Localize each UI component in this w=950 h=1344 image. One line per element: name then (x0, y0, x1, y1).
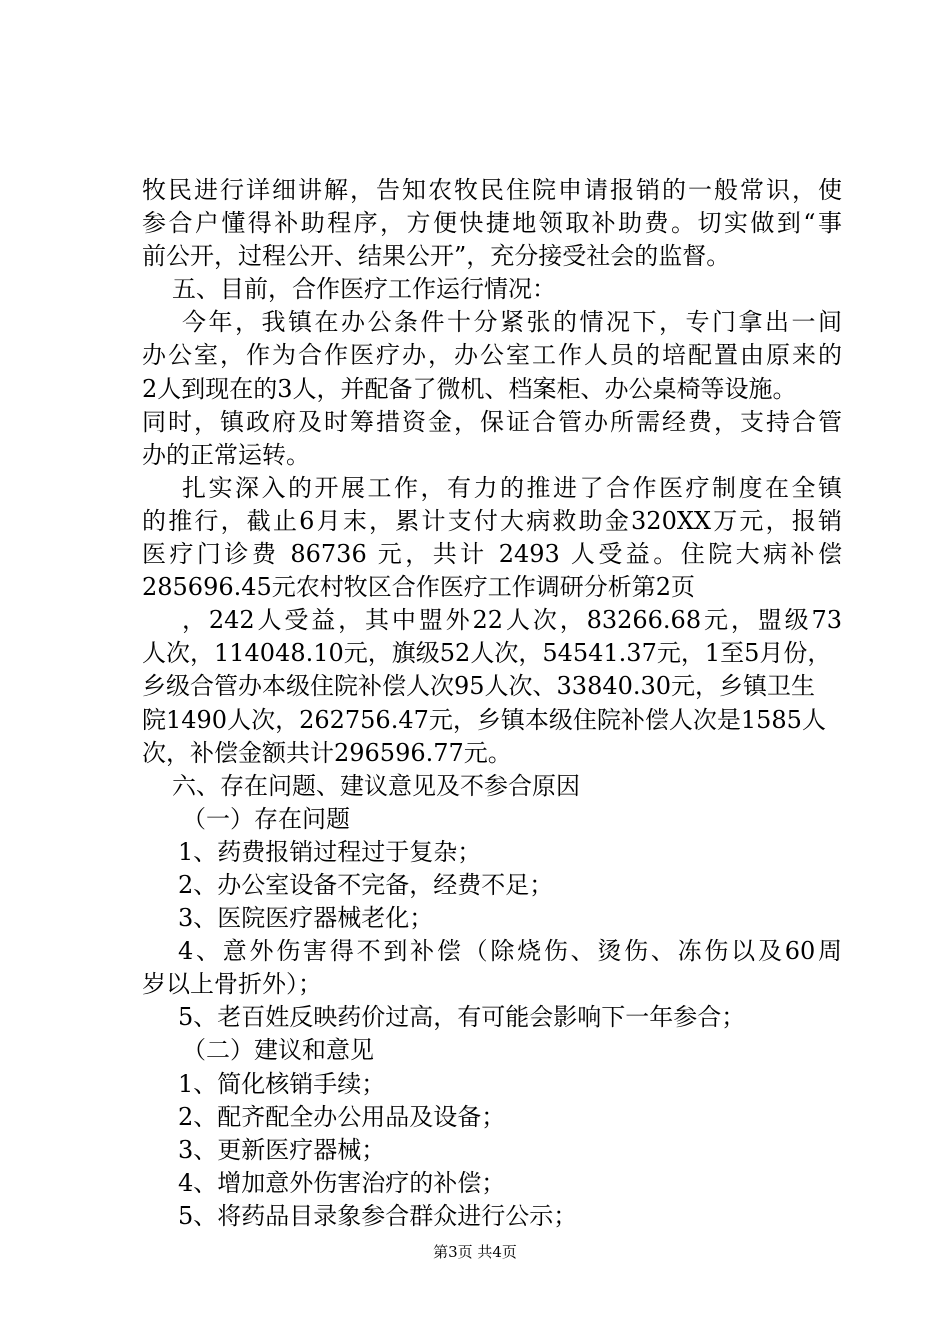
list-item: 4、增加意外伤害治疗的补偿； (178, 1168, 506, 1197)
text-line: 牧民进行详细讲解，告知农牧民住院申请报销的一般常识，使 (142, 176, 842, 204)
text-line: 参合户懂得补助程序，方便快捷地领取补助费。切实做到“事 (142, 209, 842, 238)
text-line: 前公开，过程公开、结果公开”，充分接受社会的监督。 (142, 242, 731, 271)
text-line: 扎实深入的开展工作，有力的推进了合作医疗制度在全镇 (182, 473, 842, 502)
text-line: ，242人受益，其中盟外22人次，83266.68元，盟级73 (182, 606, 842, 635)
text-line: 285696.45元农村牧区合作医疗工作调研分析第2页 (142, 573, 696, 602)
list-item: 4、意外伤害得不到补偿（除烧伤、烫伤、冻伤以及60周 (178, 937, 842, 966)
section-heading: 五、目前，合作医疗工作运行情况： (172, 275, 556, 304)
list-item: 3、医院医疗器械老化； (178, 904, 434, 933)
text-line: 医疗门诊费 86736 元，共计 2493 人受益。住院大病补偿 (142, 540, 842, 569)
list-item: 3、更新医疗器械； (178, 1135, 386, 1164)
list-item: 1、药费报销过程过于复杂； (178, 837, 482, 866)
text-line: 人次，114048.10元，旗级52人次，54541.37元，1至5月份， (142, 639, 832, 668)
list-item-continuation: 岁以上骨折外）； (142, 970, 322, 999)
text-line: 办公室，作为合作医疗办，办公室工作人员的培配置由原来的 (142, 341, 842, 370)
subsection-heading: （二）建议和意见 (182, 1036, 374, 1065)
list-item: 2、办公室设备不完备，经费不足； (178, 870, 554, 899)
list-item: 1、简化核销手续； (178, 1069, 386, 1098)
text-line: 办的正常运转。 (142, 440, 310, 469)
list-item: 5、将药品目录象参合群众进行公示； (178, 1201, 578, 1230)
text-line: 的推行，截止6月末，累计支付大病救助金320XX万元，报销 (142, 506, 842, 535)
text-line: 同时，镇政府及时筹措资金，保证合管办所需经费，支持合管 (142, 407, 842, 436)
text-line: 院1490人次，262756.47元，乡镇本级住院补偿人次是1585人 (142, 705, 826, 734)
subsection-heading: （一）存在问题 (182, 804, 350, 833)
text-line: 2人到现在的3人，并配备了微机、档案柜、办公桌椅等设施。 (142, 374, 797, 403)
body-text (142, 174, 842, 1233)
text-line: 次，补偿金额共计296596.77元。 (142, 738, 512, 767)
page-footer (0, 1242, 950, 1262)
list-item: 2、配齐配全办公用品及设备； (178, 1102, 506, 1131)
section-heading: 六、存在问题、建议意见及不参合原因 (172, 771, 580, 800)
list-item: 5、老百姓反映药价过高，有可能会影响下一年参合； (178, 1003, 746, 1032)
text-line: 乡级合管办本级住院补偿人次95人次、33840.30元，乡镇卫生 (142, 672, 816, 701)
text-line: 今年，我镇在办公条件十分紧张的情况下，专门拿出一间 (182, 308, 842, 337)
page-number: 第3页 共4页 (433, 1243, 517, 1261)
